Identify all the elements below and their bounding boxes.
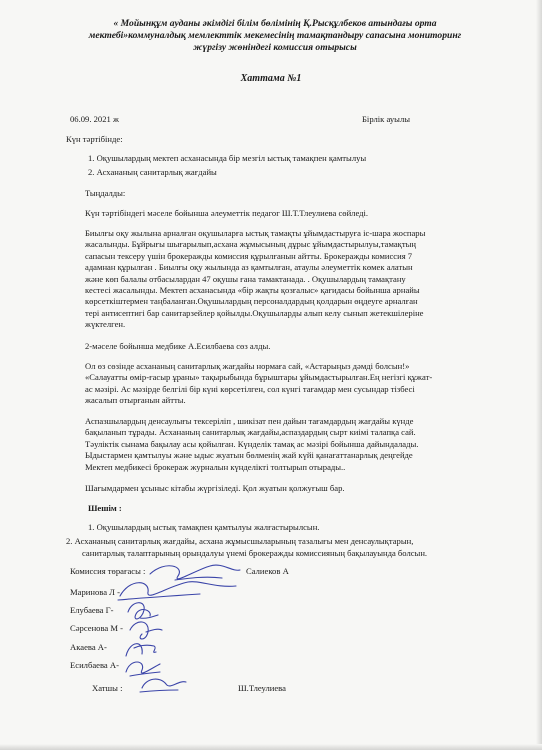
marinova-signature: [118, 582, 236, 600]
title-line-3: жүргізу жөніндегі комиссия отырысы: [193, 42, 357, 53]
scan-shadow-right: [536, 0, 542, 750]
secretary-signature: [140, 679, 186, 692]
elubaeva-signature: [128, 603, 158, 619]
scan-shadow-bottom: [0, 744, 542, 750]
paragraph-5-line: бақыланып тұрады. Асхананың санитарлық жағдайы,аспаздардың сырт киімі талапқа сай.: [85, 427, 416, 438]
member-signature-line: Елубаева Г-: [70, 605, 114, 615]
akaeva-signature: [126, 644, 156, 656]
paragraph-5-line: Аспазшылардың денсаулығы тексеріліп , шикізат пен дайын тағамдардың жағдайы күнде: [85, 416, 414, 426]
paragraph-2-line: Биылғы оқу жылына арналған оқушыларға ыстық тамақты ұйымдастыруға іс-шара жоспары: [85, 228, 426, 238]
listened-label: Тыңдалды:: [85, 188, 126, 198]
agenda-label: Күн тәртібінде:: [66, 134, 123, 144]
title-line-2: мектебі»коммуналдық мемлекттік мекемесінің тамақтандыру сапасына мониторинг: [88, 30, 462, 41]
paragraph-4-line: Ол өз сөзінде асхананың санитарлық жағдайы нормаға сай, «Астарыңыз дәмді болсын!»: [85, 361, 410, 371]
document-place: Бірлік ауылы: [362, 114, 411, 124]
sarsenova-signature: [130, 622, 162, 639]
chair-name: Салиеков А: [246, 566, 289, 576]
agenda-item-2: 2. Асхананың санитарлық жағдайы: [88, 167, 217, 177]
paragraph-6: Шағымдармен ұсыныс кітабы жүргізіледі. Қол жуатын қолжуғыш бар.: [85, 483, 345, 493]
protocol-heading: Хаттама №1: [240, 73, 302, 84]
decision-label: Шешім :: [88, 503, 122, 513]
secretary-label: Хатшы :: [92, 683, 123, 693]
paragraph-4-line: «Салауатты өмір-ғасыр ұраны» тақырыбында бұрыштары ұйымдастырылған.Ең негізгі құжат-: [85, 372, 433, 383]
chair-signature: [150, 565, 240, 580]
decision-item-2-line-1: 2. Асхананың санитарлық жағдайы, асхана жұмысшыларының тазалығы мен денсаулықтарын,: [66, 536, 414, 546]
agenda-item-1: 1. Оқушылардың мектеп асханасында бір мезгіл ыстық тамақпен қамтылуы: [88, 153, 367, 163]
paragraph-2-line: жасалынды. Бұйрығы шығарылып,асхана жұмысының дұрыс ұйымдастырылуы,тамақтың: [85, 239, 416, 250]
esilbaeva-signature: [126, 662, 160, 676]
member-signature-line: Акаева А-: [70, 642, 107, 652]
paragraph-2-line: сапасын тексеру үшін брокеражды комиссия құрылғанын айтты. Брокеражды комиссия 7: [85, 250, 413, 261]
paragraph-2-line: жүктелген.: [85, 319, 126, 330]
paragraph-1: Күн тәртібіндегі мәселе бойынша әлеуметтік педагог Ш.Т.Тлеулиева сөйледі.: [85, 208, 369, 218]
paragraph-5-line: Мектеп медбикесі брокераж журналын күнделікті толтырып отырады..: [85, 461, 346, 472]
secretary-name: Ш.Тлеулиева: [238, 683, 286, 693]
title-line-1: « Мойынқұм ауданы әкімдігі білім бөлімінің Қ.Рысқұлбеков атындағы орта: [113, 18, 437, 29]
paragraph-5-line: Тәуліктік сынама бақылау асы қойылған. Күнделік тамақ ас мәзірі бойынша дайындалады.: [85, 438, 419, 449]
document-date: 06.09. 2021 ж: [70, 114, 119, 124]
paragraph-4-line: жасалып отырғанын айтты.: [85, 395, 186, 406]
paragraph-5-line: Ыдыстармен қамтылуы және ыдыс жуатын бөлменің жай күйі қанағаттанарлық деңгейде: [85, 450, 413, 461]
paragraph-2-line: көрсеткіштермен таңбаланған.Оқушылардың персоналдардың қолдарын өңдеуге арналған: [85, 296, 418, 307]
paragraph-2-line: кестесі жасалынды. Мектеп асханасында «бір жақты қозғалыс» қағидасы бойынша арнайы: [85, 285, 420, 296]
paragraph-3: 2-мәселе бойынша медбике А.Есилбаева сөз алды.: [85, 341, 271, 351]
chair-label: Комиссия төрағасы :: [70, 566, 146, 576]
member-signature-line: Есилбаева А-: [70, 660, 119, 670]
decision-item-2-line-2: санитарлық талаптарының орындалуы үнемі брокеражды комиссияның бақылауында болсын.: [82, 548, 428, 558]
paragraph-2-line: адамнан құрылған . Биылғы оқу жылында аз қамтылған, атаулы әлеуметтік көмек алатын: [85, 262, 413, 273]
member-signature-line: Маринова Л -: [70, 587, 120, 597]
paragraph-2-line: және көп балалы отбасылардан 47 оқушы ғана тамактанада. . Оқушылардың тамақтану: [85, 273, 406, 284]
paragraph-4-line: ас мәзірі. Ас мәзірде белгілі бір күні көрсетілген, сол күнгі тағамдар мен сусындар тізбесі: [85, 383, 415, 394]
decision-item-1: 1. Оқушылардың ыстық тамақпен қамтылуы жалғастырылсын.: [88, 522, 320, 532]
paragraph-2-line: тері антисептигі бар санитарзейлер қойылды.Оқушыларды алып келу сынып жетекшілеріне: [85, 307, 424, 318]
member-signature-line: Сәрсенова М -: [70, 623, 124, 633]
